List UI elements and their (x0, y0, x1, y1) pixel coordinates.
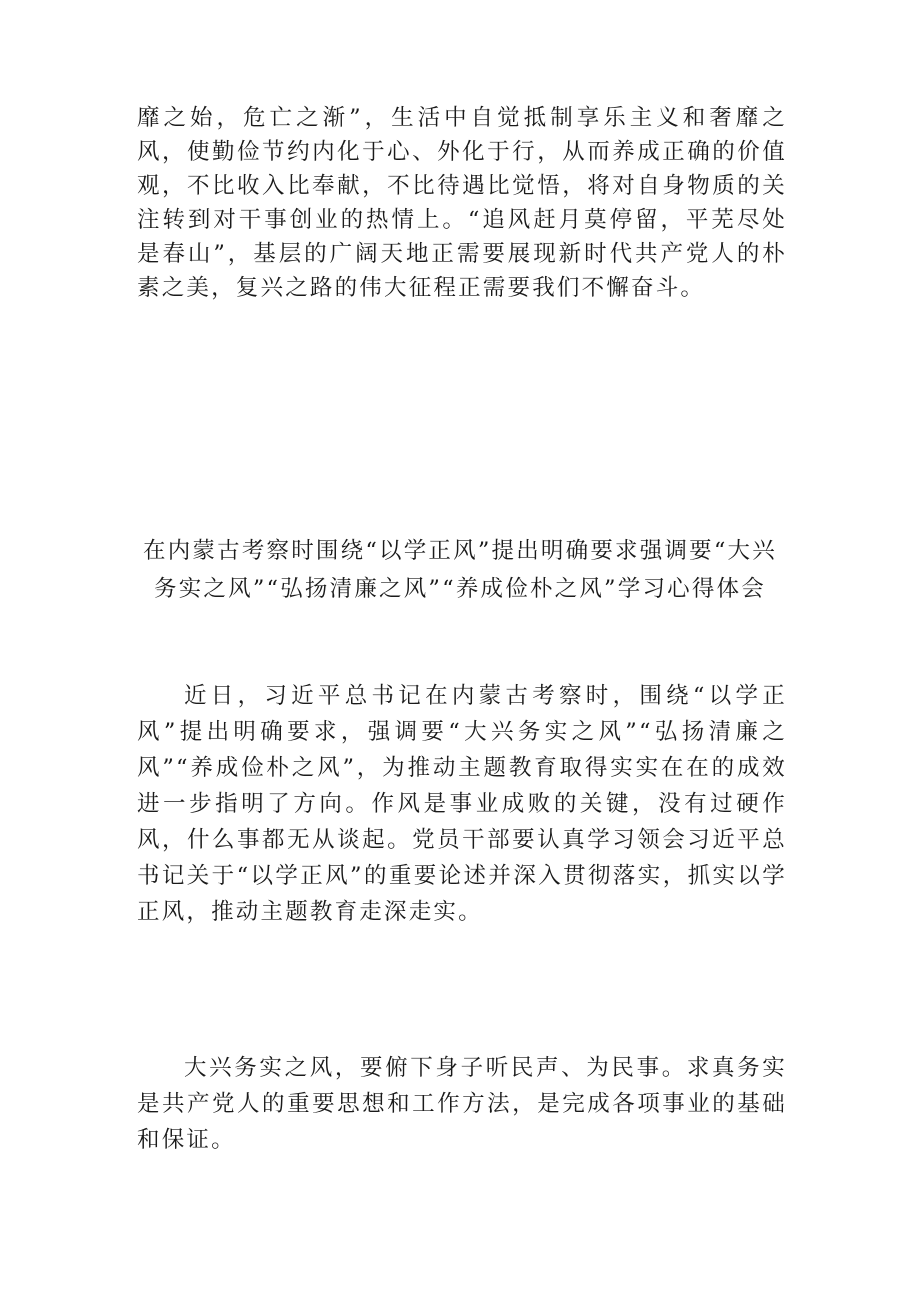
article-title: 在内蒙古考察时围绕“以学正风”提出明确要求强调要“大兴务实之风”“弘扬清廉之风”“养成俭朴之风”学习心得体会 (143, 538, 777, 602)
intro-paragraph: 近日，习近平总书记在内蒙古考察时，围绕“以学正风”提出明确要求，强调要“大兴务实之风”“弘扬清廉之风”“养成俭朴之风”，为推动主题教育取得实实在在的成效进一步指明了方向。作风是事业成败的关键，没有过硬作风，什么事都无从谈起。党员干部要认真学习领会习近平总书记关于“以学正风”的重要论述并深入贯彻落实，抓实以学正风，推动主题教育走深走实。 (137, 683, 787, 925)
continuation-paragraph: 靡之始，危亡之渐”，生活中自觉抵制享乐主义和奢靡之风，使勤俭节约内化于心、外化于行，从而养成正确的价值观，不比收入比奉献，不比待遇比觉悟，将对自身物质的关注转到对干事创业的热情上。“追风赶月莫停留，平芜尽处是春山”，基层的广阔天地正需要展现新时代共产党人的朴素之美，复兴之路的伟大征程正需要我们不懈奋斗。 (137, 105, 787, 301)
section-paragraph: 大兴务实之风，要俯下身子听民声、为民事。求真务实是共产党人的重要思想和工作方法，是完成各项事业的基础和保证。 (137, 1055, 787, 1153)
